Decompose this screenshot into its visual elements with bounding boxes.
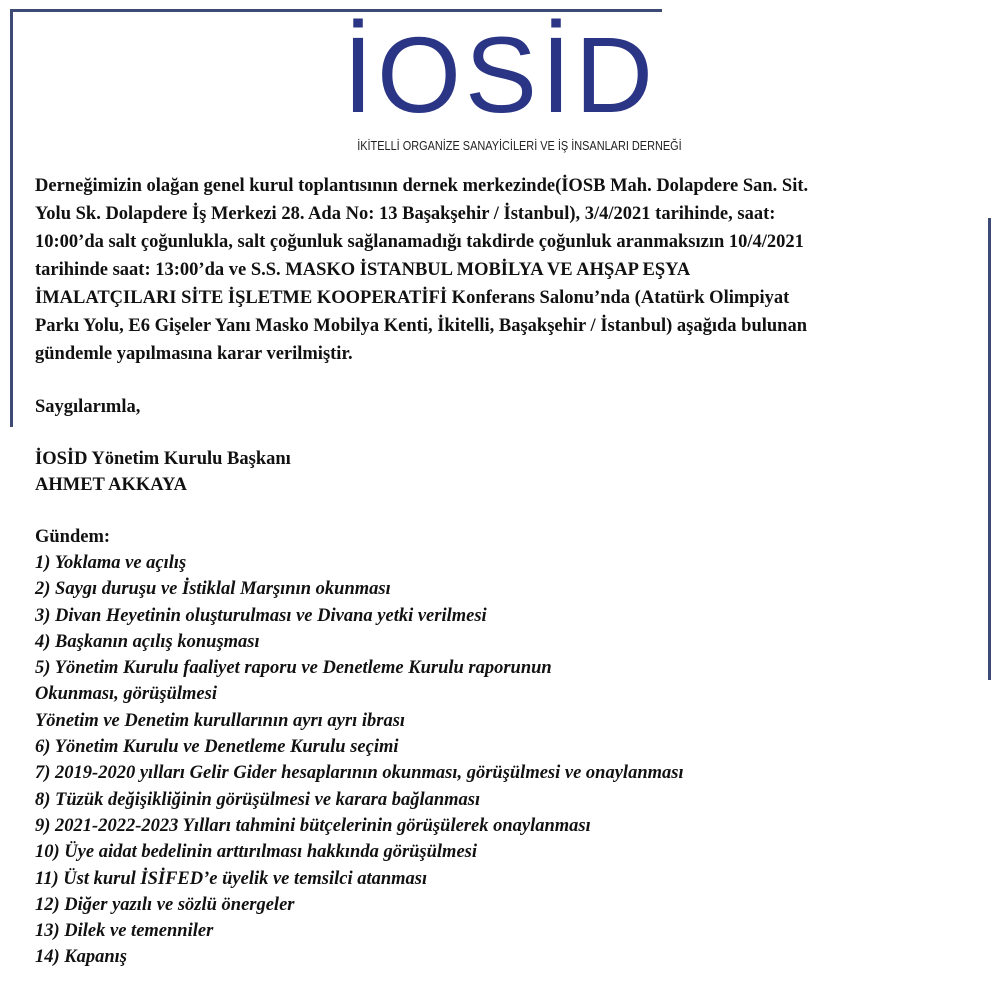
intro-paragraph xyxy=(35,172,970,368)
agenda-list xyxy=(35,550,970,971)
intro-line: 10:00’da salt çoğunlukla, salt çoğunluk sağlanamadığı takdirde çoğunluk aranmaksızın 10/4/2021 xyxy=(35,232,804,252)
agenda-item: 7) 2019-2020 yılları Gelir Gider hesaplarının okunması, görüşülmesi ve onaylanması xyxy=(35,763,684,784)
signature-title: İOSİD Yönetim Kurulu Başkanı xyxy=(35,449,291,469)
agenda-item: 1) Yoklama ve açılış xyxy=(35,553,187,573)
intro-line: Yolu Sk. Dolapdere İş Merkezi 28. Ada No: 13 Başakşehir / İstanbul), 3/4/2021 tarihinde, saat: xyxy=(35,204,776,224)
agenda-heading: Gündem: xyxy=(35,527,111,547)
signature-name: AHMET AKKAYA xyxy=(35,475,187,495)
intro-line: gündemle yapılmasına karar verilmiştir. xyxy=(35,344,353,364)
agenda-item: 11) Üst kurul İSİFED’e üyelik ve temsilci atanması xyxy=(35,868,428,889)
agenda-item: 5) Yönetim Kurulu faaliyet raporu ve Denetleme Kurulu raporunun xyxy=(35,658,552,679)
agenda-item: 12) Diğer yazılı ve sözlü önergeler xyxy=(35,894,295,915)
intro-line: Parkı Yolu, E6 Gişeler Yanı Masko Mobilya Kenti, İkitelli, Başakşehir / İstanbul) aşağıda bulunan xyxy=(35,316,808,336)
frame-right-line xyxy=(988,218,991,680)
iosid-logo xyxy=(330,14,682,162)
intro-line: tarihinde saat: 13:00’da ve S.S. MASKO İSTANBUL MOBİLYA VE AHŞAP EŞYA xyxy=(35,260,691,280)
agenda-item: 3) Divan Heyetinin oluşturulması ve Divana yetki verilmesi xyxy=(35,605,487,626)
announcement-body xyxy=(35,172,970,971)
agenda-item: Okunması, görüşülmesi xyxy=(35,684,217,705)
agenda-item: 10) Üye aidat bedelinin arttırılması hakkında görüşülmesi xyxy=(35,842,477,863)
agenda-item: 9) 2021-2022-2023 Yılları tahmini bütçelerinin görüşülerek onaylanması xyxy=(35,815,591,836)
logo-subtitle: İKİTELLİ ORGANİZE SANAYİCİLERİ VE İŞ İNSANLARI DERNEĞİ xyxy=(357,138,682,153)
agenda-item: 8) Tüzük değişikliğinin görüşülmesi ve karara bağlanması xyxy=(35,789,481,810)
agenda-item: 13) Dilek ve temenniler xyxy=(35,921,214,942)
agenda-item: 14) Kapanış xyxy=(35,947,128,968)
frame-left-line xyxy=(10,9,13,427)
agenda-item: 2) Saygı duruşu ve İstiklal Marşının okunması xyxy=(35,579,391,600)
frame-top-line xyxy=(12,9,662,12)
agenda-item: 4) Başkanın açılış konuşması xyxy=(35,631,260,652)
agenda-item: 6) Yönetim Kurulu ve Denetleme Kurulu seçimi xyxy=(35,737,399,758)
closing-salutation: Saygılarımla, xyxy=(35,397,141,417)
intro-line: Derneğimizin olağan genel kurul toplantısının dernek merkezinde(İOSB Mah. Dolapdere San. Sit. xyxy=(35,176,809,196)
logo-wordmark: İOSİD xyxy=(342,14,658,135)
intro-line: İMALATÇILARI SİTE İŞLETME KOOPERATİFİ Konferans Salonu’nda (Atatürk Olimpiyat xyxy=(35,288,790,308)
agenda-item: Yönetim ve Denetim kurullarının ayrı ayrı ibrası xyxy=(35,710,406,731)
